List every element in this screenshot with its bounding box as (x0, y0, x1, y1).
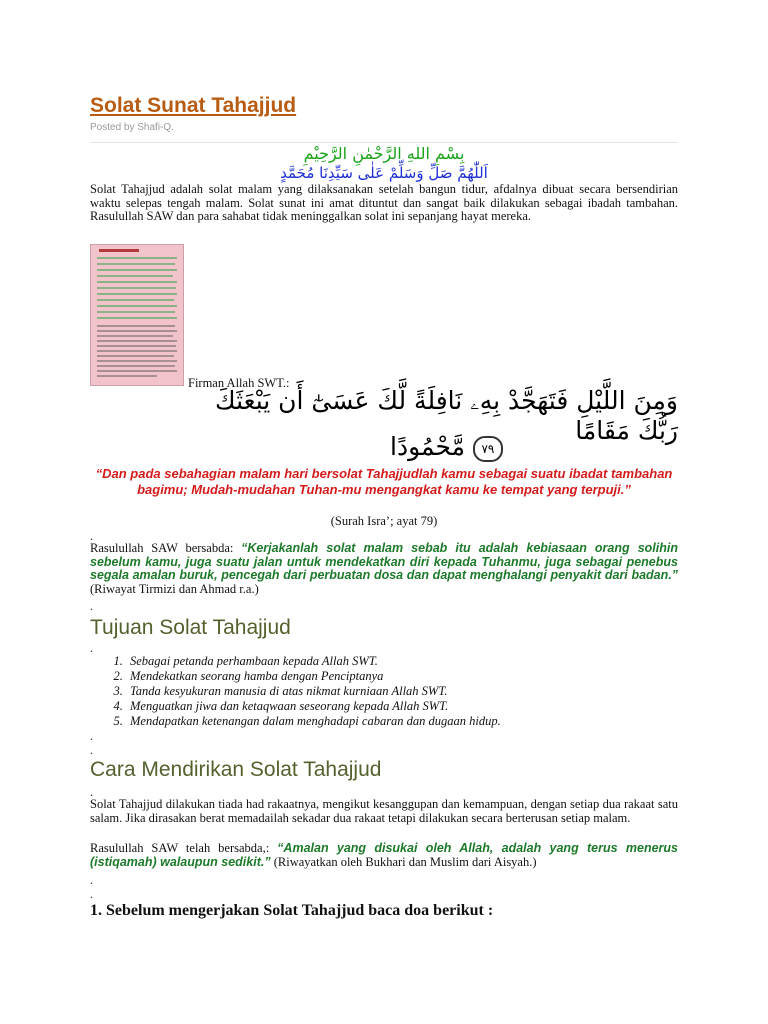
hadith-lead: Rasulullah SAW telah bersabda,: (90, 841, 278, 855)
surah-reference: (Surah Isra’; ayat 79) (330, 514, 438, 528)
hadith-quote: “Kerjakanlah solat malam sebab itu adalah kebiasaan orang solihin sebelum kamu, juga suatu jalan untuk mendekatkan diri kepada Tuhanmu, juga sebagai penebus segala amalan buruk, pencegah dari perbuatan dosa dan dapat menghalangi penyakit dari badan.” (90, 541, 678, 582)
hadith-paragraph-1 (90, 542, 678, 596)
hadith-source: (Riwayat Tirmizi dan Ahmad r.a.) (90, 581, 259, 596)
list-item: 5. Mendapatkan ketenangan dalam menghadapi cabaran dan dugaan hidup. (126, 714, 501, 729)
spacer-dot: . (90, 729, 93, 743)
hadith-paragraph-2 (90, 842, 678, 869)
post-author: Posted by Shafi-Q. (90, 122, 174, 133)
hadith-quote: “Amalan yang disukai oleh Allah, adalah yang terus menerus (istiqamah) walaupun sedikit.” (90, 841, 678, 869)
quran-verse-line-2 (390, 432, 678, 462)
list-item: 3. Tanda kesyukuran manusia di atas nikmat kurniaan Allah SWT. (126, 684, 501, 699)
spacer-dot: . (90, 529, 93, 543)
spacer-dot: . (90, 743, 93, 757)
hadith-lead: Rasulullah SAW bersabda: (90, 541, 242, 555)
quran-verse-line-1: وَمِنَ اللَّيْلِ فَتَهَجَّدْ بِهِۦ نَافِلَةً لَّكَ عَسَىٰٓ أَن يَبْعَثَكَ رَبُّكَ مَقَامًا (215, 386, 678, 445)
cara-paragraph: Solat Tahajjud dilakukan tiada had rakaatnya, mengikut kesanggupan dan kemampuan, dengan setiap dua rakaat satu salam. Jika dirasakan berat memadailah sekadar dua rakaat tetapi dilakukan secara berterusan setiap malam. (90, 797, 678, 825)
bismillah-text: بِسْمِ اللهِ الرَّحْمٰنِ الرَّحِيْمِ (303, 144, 465, 163)
list-item: 4. Menguatkan jiwa dan ketaqwaan seseorang kepada Allah SWT. (126, 699, 501, 714)
spacer-dot: . (90, 641, 93, 655)
intro-paragraph: Solat Tahajjud adalah solat malam yang dilaksanakan setelah bangun tidur, afdalnya dibuat secara bersendirian waktu selepas tengah malam. Solat sunat ini amat dituntut dan sangat baik dilakukan sebagai ibadah tambahan. Rasulullah SAW dan para sahabat tidak meninggalkan solat ini sepanjang hayat mereka. (90, 182, 678, 223)
post-title[interactable]: Solat Sunat Tahajjud (90, 94, 297, 117)
hadith-source: (Riwayatkan oleh Bukhari dan Muslim dari Aisyah.) (270, 854, 537, 869)
divider (90, 142, 678, 143)
spacer-dot: . (90, 887, 93, 901)
selawat-text: اَللّٰهُمَّ صَلِّ وَسَلِّمْ عَلٰى سَيِّدِنَا مُحَمَّدٍ (280, 164, 488, 182)
spacer-dot: . (90, 599, 93, 613)
section-heading-tujuan: Tujuan Solat Tahajjud (90, 616, 291, 639)
list-item: 2. Mendekatkan seorang hamba dengan Penciptanya (126, 669, 501, 684)
ayat-number-badge: ٧٩ (473, 436, 503, 462)
scanned-page-image[interactable] (90, 244, 184, 386)
list-item: 1. Sebagai petanda perhambaan kepada Allah SWT. (126, 654, 501, 669)
section-heading-cara: Cara Mendirikan Solat Tahajjud (90, 758, 382, 781)
step-1-heading: 1. Sebelum mengerjakan Solat Tahajjud baca doa berikut : (90, 902, 494, 919)
verse-translation: “Dan pada sebahagian malam hari bersolat Tahajjudlah kamu sebagai suatu ibadat tambahan bagimu; Mudah-mudahan Tuhan-mu mengangkat kamu ke tempat yang terpuji.” (95, 466, 673, 497)
spacer-dot: . (90, 873, 93, 887)
tujuan-list (90, 654, 501, 729)
quran-verse-end: مَّحْمُودًا (390, 432, 465, 461)
spacer-dot: . (90, 785, 93, 799)
firman-label: Firman Allah SWT.: (188, 376, 290, 390)
